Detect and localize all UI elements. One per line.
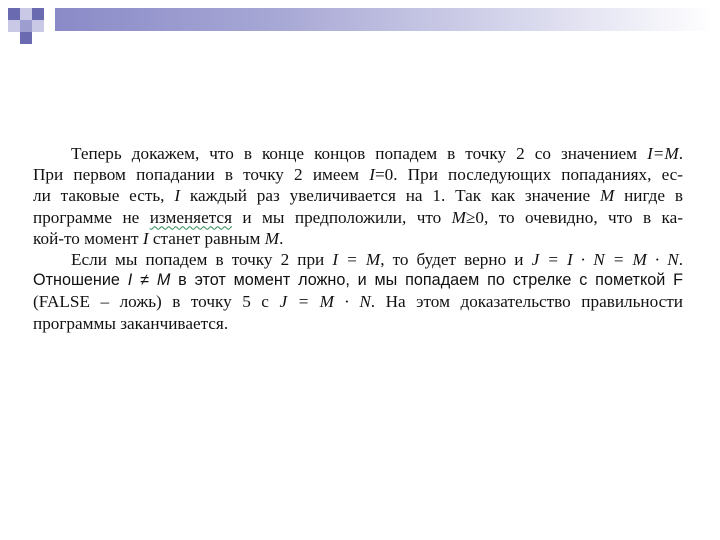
text-line: Отношение I ≠ M в этот момент ложно, и мы попадаем по стрелке с пометкой F — [33, 271, 683, 290]
deco-square — [20, 32, 32, 44]
slide-text — [33, 143, 683, 334]
deco-square — [32, 20, 44, 32]
text-line: программы заканчивается. — [33, 313, 229, 333]
text-line: Если мы попадем в точку 2 при I = M, то будет верно и J = I · N = M · N. — [71, 250, 684, 270]
deco-square — [32, 8, 44, 20]
text-line: кой-то момент I станет равным M. — [33, 228, 284, 248]
deco-square — [20, 20, 32, 32]
deco-square — [20, 8, 32, 20]
spellcheck-underlined-word: изменяется — [149, 207, 232, 227]
text-line: ли таковые есть, I каждый раз увеличивается на 1. Так как значение M нигде в — [33, 186, 684, 206]
text-line: программе не изменяется и мы предположили, что M≥0, то очевидно, что в ка- — [33, 207, 683, 227]
deco-square — [8, 20, 20, 32]
header-gradient-bar — [55, 8, 715, 31]
text-line: (FALSE – ложь) в точку 5 с J = M · N. На этом доказательство правильности — [33, 292, 683, 312]
text-line: При первом попадании в точку 2 имеем I=0. При последующих попаданиях, ес- — [33, 165, 684, 185]
slide-header-decoration — [0, 0, 720, 46]
text-line: Теперь докажем, что в конце концов попадем в точку 2 со значением I=M. — [71, 144, 683, 163]
deco-square — [8, 8, 20, 20]
